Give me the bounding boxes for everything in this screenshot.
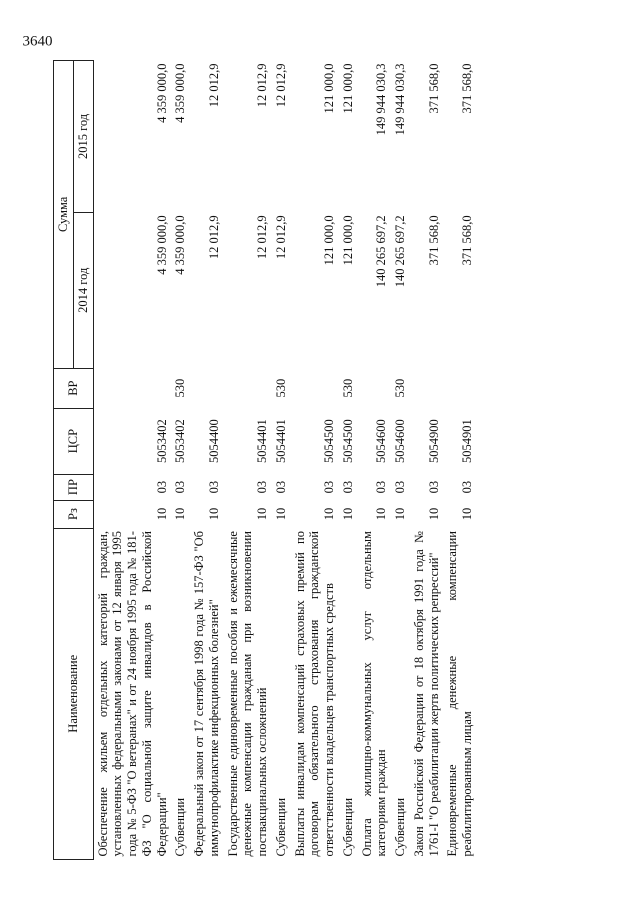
- table-row: [224, 61, 272, 860]
- row-sum-2015: 149 944 030,3: [393, 63, 407, 136]
- row-sum-2015: 12 012,9: [255, 63, 269, 108]
- row-rz: 10: [393, 507, 407, 521]
- budget-table: [53, 60, 477, 860]
- row-rz: 10: [173, 507, 188, 521]
- row-sum-2014: 12 012,9: [255, 215, 269, 260]
- row-sum-2015: 121 000,0: [322, 63, 336, 114]
- row-name: Единовременные денежные компенсации реабилитированным лицам: [445, 531, 474, 857]
- row-sum-2015: 12 012,9: [206, 63, 221, 108]
- table-row: [410, 61, 444, 860]
- row-rz: 10: [460, 507, 474, 521]
- row-sum-2014: 121 000,0: [340, 215, 355, 266]
- row-csr: 5053402: [173, 419, 188, 463]
- row-vr: 530: [273, 378, 288, 398]
- row-rz: 10: [322, 507, 336, 521]
- row-csr: 5053402: [154, 419, 169, 463]
- row-pr: 03: [460, 480, 474, 494]
- row-csr: 5054600: [374, 419, 389, 463]
- row-name: Субвенции: [173, 797, 188, 857]
- row-rz: 10: [154, 507, 169, 521]
- row-sum-2015: 149 944 030,3: [374, 63, 389, 136]
- row-vr: [190, 368, 224, 408]
- row-pr: 03: [206, 480, 221, 494]
- row-pr: 03: [173, 480, 188, 494]
- table-row: [443, 61, 477, 860]
- header-name: Наименование: [54, 528, 94, 859]
- table-row: [171, 61, 190, 860]
- row-vr: 530: [393, 378, 407, 398]
- table-row: [391, 61, 410, 860]
- table-row: [339, 61, 358, 860]
- row-pr: 03: [340, 480, 355, 494]
- row-name: Федеральный закон от 17 сентября 1998 года № 157-ФЗ "Об иммунопрофилактике инфекционных болезней": [192, 531, 221, 857]
- table-row: [291, 61, 339, 860]
- row-pr: 03: [393, 480, 407, 494]
- row-name: Обеспечение жильем отдельных категорий граждан, установленных федеральными законами от 12 января 1995 года № 5-ФЗ "О ветеранах" и от 24 ноября 1995 года № 181-ФЗ "О социальной защите инвалидов в Российской Федерации": [95, 531, 169, 857]
- row-name: Выплаты инвалидам компенсаций страховых премий по договорам обязательного страхования гражданской ответственности владельцев транспортных средств: [292, 531, 336, 857]
- row-sum-2014: 140 265 697,2: [374, 215, 389, 288]
- row-pr: 03: [322, 480, 336, 494]
- row-name: Субвенции: [393, 797, 407, 857]
- row-csr: 5054600: [393, 419, 407, 463]
- row-csr: 5054900: [426, 419, 441, 463]
- row-sum-2014: 4 359 000,0: [154, 215, 169, 275]
- row-vr: [224, 368, 272, 408]
- row-name: Оплата жилищно-коммунальных услуг отдельным категориям граждан: [359, 531, 389, 857]
- row-rz: 10: [374, 507, 389, 521]
- row-vr: [358, 368, 392, 408]
- table-body: [93, 61, 477, 860]
- row-pr: 03: [374, 480, 389, 494]
- row-csr: 5054901: [460, 419, 474, 463]
- table-row: [93, 61, 171, 860]
- row-vr: [443, 368, 477, 408]
- row-sum-2015: 4 359 000,0: [154, 63, 169, 123]
- row-rz: 10: [340, 507, 355, 521]
- table-header: [54, 61, 94, 860]
- row-sum-2014: 371 568,0: [460, 215, 474, 266]
- header-sum: Сумма: [54, 61, 74, 369]
- row-name: Государственные единовременные пособия и ежемесячные денежные компенсации гражданам при возникновении поствакцинальных осложнений: [225, 531, 269, 857]
- row-sum-2015: 371 568,0: [460, 63, 474, 114]
- row-csr: 5054400: [206, 419, 221, 463]
- header-rz: Рз: [54, 500, 94, 528]
- row-rz: 10: [206, 507, 221, 521]
- row-rz: 10: [426, 507, 441, 521]
- row-csr: 5054401: [273, 419, 288, 463]
- row-csr: 5054500: [322, 419, 336, 463]
- row-pr: 03: [426, 480, 441, 494]
- row-sum-2014: 121 000,0: [322, 215, 336, 266]
- row-vr: 530: [173, 378, 188, 398]
- table-row: [358, 61, 392, 860]
- row-vr: [291, 368, 339, 408]
- header-csr: ЦСР: [54, 408, 94, 474]
- row-vr: [410, 368, 444, 408]
- row-sum-2015: 4 359 000,0: [173, 63, 188, 123]
- row-rz: 10: [273, 507, 288, 521]
- row-pr: 03: [154, 480, 169, 494]
- row-sum-2014: 12 012,9: [206, 215, 221, 260]
- header-vr: ВР: [54, 368, 94, 408]
- row-rz: 10: [255, 507, 269, 521]
- row-vr: [93, 368, 171, 408]
- row-pr: 03: [255, 480, 269, 494]
- row-sum-2014: 4 359 000,0: [173, 215, 188, 275]
- row-vr: 530: [340, 378, 355, 398]
- table-row: [190, 61, 224, 860]
- row-csr: 5054401: [255, 419, 269, 463]
- row-pr: 03: [273, 480, 288, 494]
- header-year-2015: 2015 год: [73, 61, 93, 213]
- row-name: Субвенции: [273, 797, 288, 857]
- header-year-2014: 2014 год: [73, 212, 93, 368]
- row-sum-2015: 121 000,0: [340, 63, 355, 114]
- row-name: Закон Российской Федерации от 18 октября 1991 года № 1761-I "О реабилитации жертв политических репрессий": [411, 531, 441, 857]
- row-sum-2015: 12 012,9: [273, 63, 288, 108]
- row-sum-2014: 371 568,0: [426, 215, 441, 266]
- row-sum-2015: 371 568,0: [426, 63, 441, 114]
- page-number: 3640: [22, 33, 53, 50]
- row-sum-2014: 140 265 697,2: [393, 215, 407, 288]
- row-csr: 5054500: [340, 419, 355, 463]
- row-sum-2014: 12 012,9: [273, 215, 288, 260]
- header-pr: ПР: [54, 474, 94, 500]
- row-name: Субвенции: [340, 797, 355, 857]
- table-row: [272, 61, 291, 860]
